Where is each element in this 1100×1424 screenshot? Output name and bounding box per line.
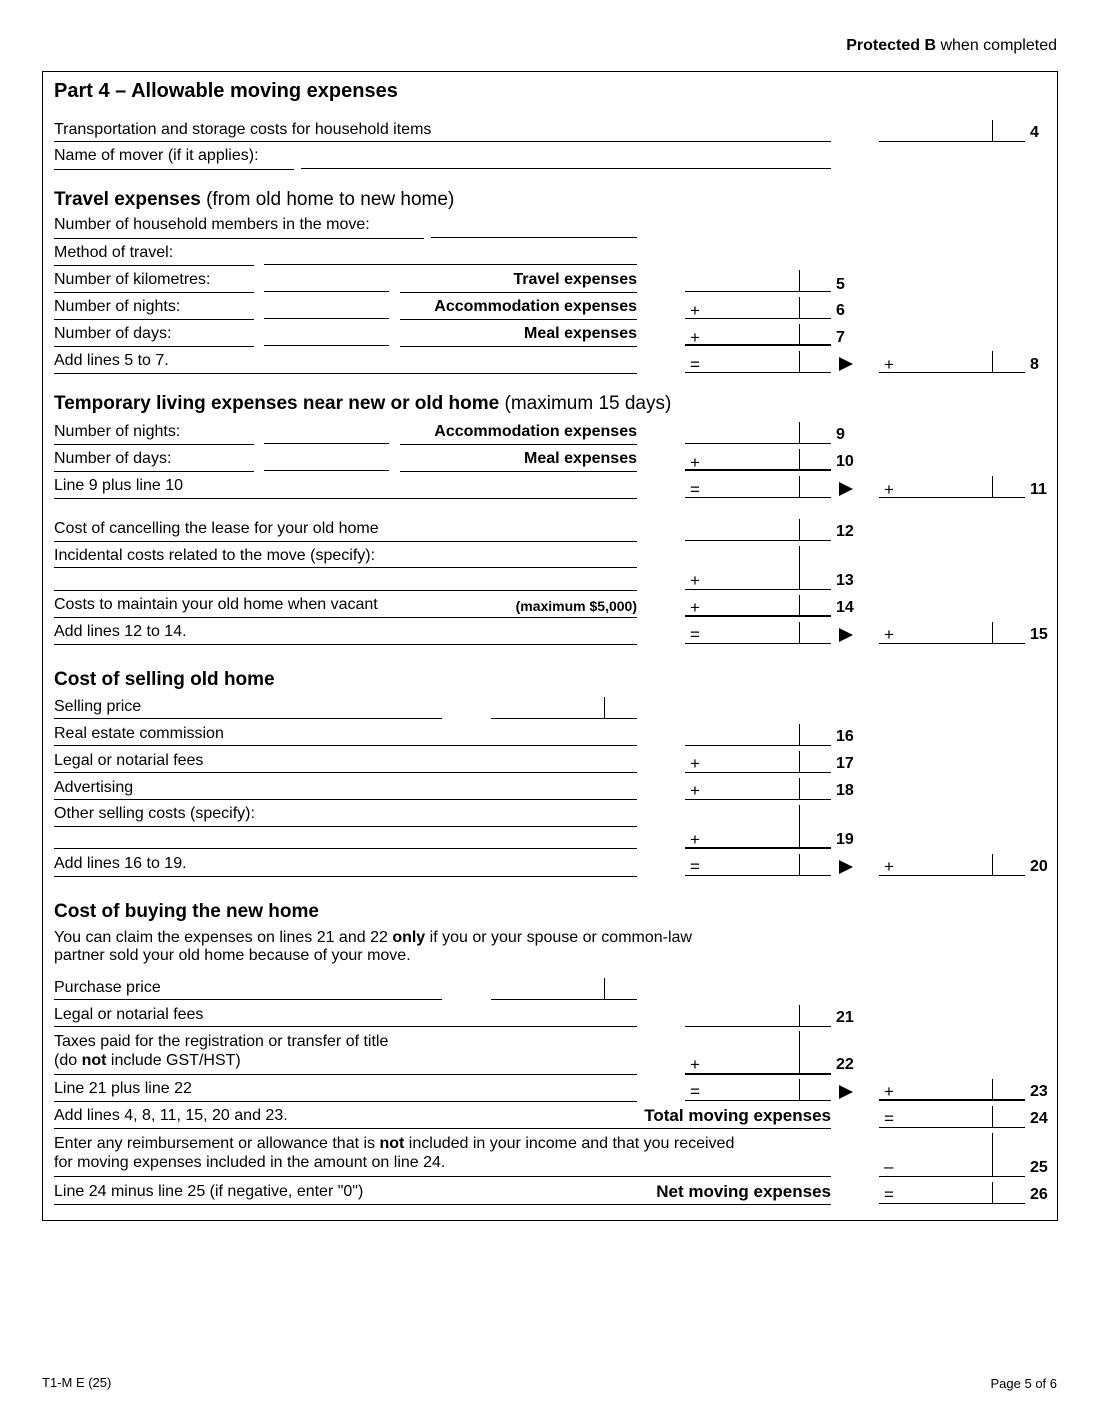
incidental-specify-field[interactable] [54,590,637,591]
line-number: 15 [1030,626,1048,643]
nights-field[interactable] [264,297,389,319]
equals-sign: = [690,1082,700,1101]
days-field[interactable] [264,324,389,346]
members-field[interactable] [431,216,637,238]
travel-title: Travel expenses (from old home to new home) [54,189,455,210]
line-21-field[interactable] [685,1005,831,1027]
minus-sign: – [884,1157,894,1176]
protected-label: Protected B when completed [846,37,1057,54]
buying-title: Cost of buying the new home [54,901,319,922]
members-label: Number of household members in the move: [54,216,370,233]
nights-label: Number of nights: [54,298,181,315]
line-number: 21 [836,1009,854,1026]
line-number: 7 [836,329,845,346]
line-16-field[interactable] [685,724,831,746]
line-15-field[interactable] [879,622,1025,644]
plus-sign: + [690,754,700,773]
line-number: 14 [836,599,854,616]
line-number: 4 [1030,124,1039,141]
temp-title: Temporary living expenses near new or old home (maximum 15 days) [54,393,672,414]
arrow-right-icon [839,357,853,371]
temp-nights-label: Number of nights: [54,423,181,440]
line-19-total-field[interactable] [685,854,831,876]
line-8-field[interactable] [879,351,1025,373]
plus-sign: + [690,571,700,590]
lease-label: Cost of cancelling the lease for your old home [54,520,379,537]
days-label: Number of days: [54,325,172,342]
plus-sign: + [884,480,894,499]
plus-sign: + [884,355,894,374]
line-number: 10 [836,453,854,470]
line-number: 16 [836,728,854,745]
temp-accom-label: Accommodation expenses [434,423,637,440]
add-total-label: Add lines 4, 8, 11, 15, 20 and 23. [54,1107,288,1124]
line-number: 25 [1030,1159,1048,1176]
line-9-field[interactable] [685,422,831,444]
line-12-field[interactable] [685,519,831,541]
line-10-total-field[interactable] [685,476,831,498]
temp-days-field[interactable] [264,449,389,471]
line-11-field[interactable] [879,476,1025,498]
plus-sign: + [690,301,700,320]
line-number: 13 [836,572,854,589]
add-12-14-label: Add lines 12 to 14. [54,623,187,640]
other-selling-specify-field[interactable] [54,848,637,849]
line-7-total-field[interactable] [685,351,831,373]
add-5-7-label: Add lines 5 to 7. [54,352,169,369]
line-number: 6 [836,302,845,319]
line-number: 11 [1030,481,1047,498]
buying-legal-label: Legal or notarial fees [54,1006,204,1023]
reimbursement-label-line1: Enter any reimbursement or allowance that is not included in your income and that you received [54,1135,735,1152]
line-number: 12 [836,523,854,540]
mover-label: Name of mover (if it applies): [54,147,259,164]
equals-sign: = [690,355,700,374]
line-number: 18 [836,782,854,799]
plus-sign: + [884,625,894,644]
plus-sign: + [690,598,700,617]
arrow-right-icon [839,482,853,496]
sum-21-22-label: Line 21 plus line 22 [54,1080,192,1097]
other-selling-label: Other selling costs (specify): [54,805,255,822]
selling-price-label: Selling price [54,698,142,715]
line-17-field[interactable] [685,751,831,773]
line-23-field[interactable] [879,1079,1025,1101]
advertising-label: Advertising [54,779,134,796]
page-number: Page 5 of 6 [990,1376,1057,1391]
temp-nights-field[interactable] [264,422,389,444]
add-16-19-label: Add lines 16 to 19. [54,855,187,872]
line-number: 22 [836,1056,854,1073]
temp-days-label: Number of days: [54,450,172,467]
plus-sign: + [690,453,700,472]
form-code: T1-M E (25) [42,1375,112,1390]
equals-sign: = [884,1109,894,1128]
line-number: 8 [1030,356,1039,373]
line-number: 19 [836,831,854,848]
line-13-field[interactable] [685,546,831,590]
plus-sign: + [884,1082,894,1101]
line-number: 24 [1030,1110,1048,1127]
equals-sign: = [690,857,700,876]
plus-sign: + [690,830,700,849]
purchase-price-field[interactable] [491,978,637,1000]
line-4-field[interactable] [879,120,1025,142]
line-7-field[interactable] [685,324,831,346]
equals-sign: = [884,1185,894,1204]
line-5-field[interactable] [685,270,831,292]
line-number: 20 [1030,858,1048,875]
line-number: 9 [836,426,845,443]
line-18-field[interactable] [685,778,831,800]
taxes-label-line1: Taxes paid for the registration or transfer of title [54,1033,389,1050]
transport-label: Transportation and storage costs for household items [54,121,432,138]
line-25-field[interactable] [879,1133,1025,1177]
plus-sign: + [884,857,894,876]
selling-legal-label: Legal or notarial fees [54,752,204,769]
line-14-field[interactable] [685,595,831,617]
line-24-field[interactable] [879,1106,1025,1128]
part-title: Part 4 – Allowable moving expenses [54,80,398,102]
buying-note-line1: You can claim the expenses on lines 21 and 22 only if you or your spouse or common-law [54,929,692,946]
purchase-price-label: Purchase price [54,979,161,996]
km-field[interactable] [264,270,389,292]
sum-9-10-label: Line 9 plus line 10 [54,477,183,494]
temp-meal-label: Meal expenses [524,450,637,467]
equals-sign: = [690,625,700,644]
line-6-field[interactable] [685,297,831,319]
method-label: Method of travel: [54,244,174,261]
selling-title: Cost of selling old home [54,669,275,690]
line-22-field[interactable] [685,1031,831,1075]
mover-name-field[interactable] [301,147,831,169]
reimbursement-label-line2: for moving expenses included in the amount on line 24. [54,1154,446,1171]
line-22-total-field[interactable] [685,1079,831,1101]
accom-exp-label: Accommodation expenses [434,298,637,315]
selling-price-field[interactable] [491,697,637,719]
maintain-label: Costs to maintain your old home when vacant [54,596,378,613]
buying-note-line2: partner sold your old home because of your move. [54,947,411,964]
arrow-right-icon [839,860,853,874]
line-14-total-field[interactable] [685,622,831,644]
total-moving-label: Total moving expenses [644,1106,831,1125]
travel-exp-label: Travel expenses [513,271,637,288]
maintain-max-note: (maximum $5,000) [515,598,637,614]
plus-sign: + [690,1055,700,1074]
incidental-label: Incidental costs related to the move (specify): [54,547,376,564]
taxes-label-line2: (do not include GST/HST) [54,1052,241,1069]
plus-sign: + [690,781,700,800]
method-field[interactable] [264,243,637,265]
net-desc-label: Line 24 minus line 25 (if negative, enter "0") [54,1183,364,1200]
line-number: 26 [1030,1186,1048,1203]
meal-exp-label: Meal expenses [524,325,637,342]
plus-sign: + [690,328,700,347]
arrow-right-icon [839,1085,853,1099]
equals-sign: = [690,480,700,499]
arrow-right-icon [839,628,853,642]
net-moving-label: Net moving expenses [656,1182,831,1201]
commission-label: Real estate commission [54,725,224,742]
line-10-field[interactable] [685,449,831,471]
line-number: 17 [836,755,854,772]
line-number: 23 [1030,1083,1048,1100]
line-19-field[interactable] [685,805,831,849]
line-number: 5 [836,276,845,293]
line-20-field[interactable] [879,854,1025,876]
line-26-field[interactable] [879,1182,1025,1204]
km-label: Number of kilometres: [54,271,211,288]
